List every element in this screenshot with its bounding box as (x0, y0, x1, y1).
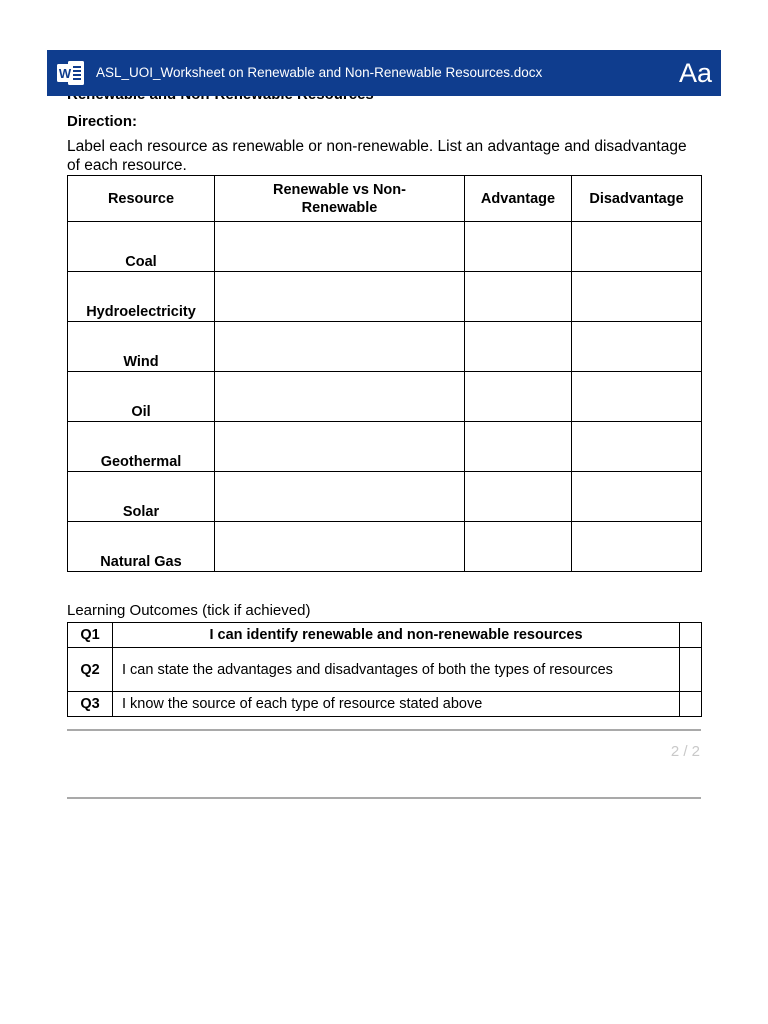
advantage-cell (465, 222, 572, 272)
column-header-disadvantage: Disadvantage (572, 176, 702, 222)
outcome-tick-cell[interactable] (680, 692, 702, 717)
resources-table (67, 175, 702, 572)
table-row (68, 472, 702, 522)
document-title-bar (47, 50, 721, 96)
word-icon (57, 60, 85, 86)
advantage-cell (465, 422, 572, 472)
disadvantage-cell (572, 222, 702, 272)
font-settings-button[interactable]: Aa (678, 58, 712, 88)
renewable-cell (215, 372, 465, 422)
document-file-name: ASL_UOI_Worksheet on Renewable and Non-Renewable Resources.docx (96, 65, 543, 80)
renewable-cell (215, 422, 465, 472)
renewable-cell (215, 222, 465, 272)
advantage-cell (465, 272, 572, 322)
disadvantage-cell (572, 322, 702, 372)
resource-name: Natural Gas (68, 522, 215, 572)
outcome-tick-cell[interactable] (680, 623, 702, 648)
advantage-cell (465, 372, 572, 422)
disadvantage-cell (572, 272, 702, 322)
table-row (68, 522, 702, 572)
outcome-text: I can identify renewable and non-renewable resources (113, 623, 680, 648)
renewable-cell (215, 522, 465, 572)
page-divider (67, 797, 701, 799)
resource-name: Geothermal (68, 422, 215, 472)
advantage-cell (465, 472, 572, 522)
table-row (68, 322, 702, 372)
resource-name: Coal (68, 222, 215, 272)
outcome-row (68, 623, 702, 648)
page-divider (67, 729, 701, 731)
table-row (68, 222, 702, 272)
outcome-row (68, 692, 702, 717)
disadvantage-cell (572, 522, 702, 572)
instructions-text: Label each resource as renewable or non-renewable. List an advantage and disadvantage of each resource. (67, 138, 687, 174)
learning-outcomes-title: Learning Outcomes (tick if achieved) (67, 602, 311, 619)
column-header-resource: Resource (68, 176, 215, 222)
disadvantage-cell (572, 372, 702, 422)
table-row (68, 422, 702, 472)
column-header-renewable (215, 176, 465, 222)
outcome-number: Q1 (68, 623, 113, 648)
column-header-advantage: Advantage (465, 176, 572, 222)
direction-label: Direction: (67, 113, 138, 130)
resource-name: Solar (68, 472, 215, 522)
table-row (68, 272, 702, 322)
outcome-number: Q2 (68, 648, 113, 692)
resource-name: Wind (68, 322, 215, 372)
renewable-cell (215, 272, 465, 322)
advantage-cell (465, 322, 572, 372)
outcome-tick-cell[interactable] (680, 648, 702, 692)
resource-name: Oil (68, 372, 215, 422)
outcome-text: I can state the advantages and disadvantages of both the types of resources (113, 648, 680, 692)
table-header-row (68, 176, 702, 222)
table-row (68, 372, 702, 422)
outcome-number: Q3 (68, 692, 113, 717)
page-indicator: 2 / 2 (670, 743, 700, 760)
renewable-cell (215, 472, 465, 522)
learning-outcomes-table (67, 622, 702, 717)
svg-text:W: W (58, 66, 72, 81)
outcome-text: I know the source of each type of resource stated above (113, 692, 680, 717)
column-header-renewable-text: Renewable vs Non-Renewable (273, 181, 406, 216)
advantage-cell (465, 522, 572, 572)
renewable-cell (215, 322, 465, 372)
outcome-row (68, 648, 702, 692)
disadvantage-cell (572, 422, 702, 472)
disadvantage-cell (572, 472, 702, 522)
resource-name: Hydroelectricity (68, 272, 215, 322)
